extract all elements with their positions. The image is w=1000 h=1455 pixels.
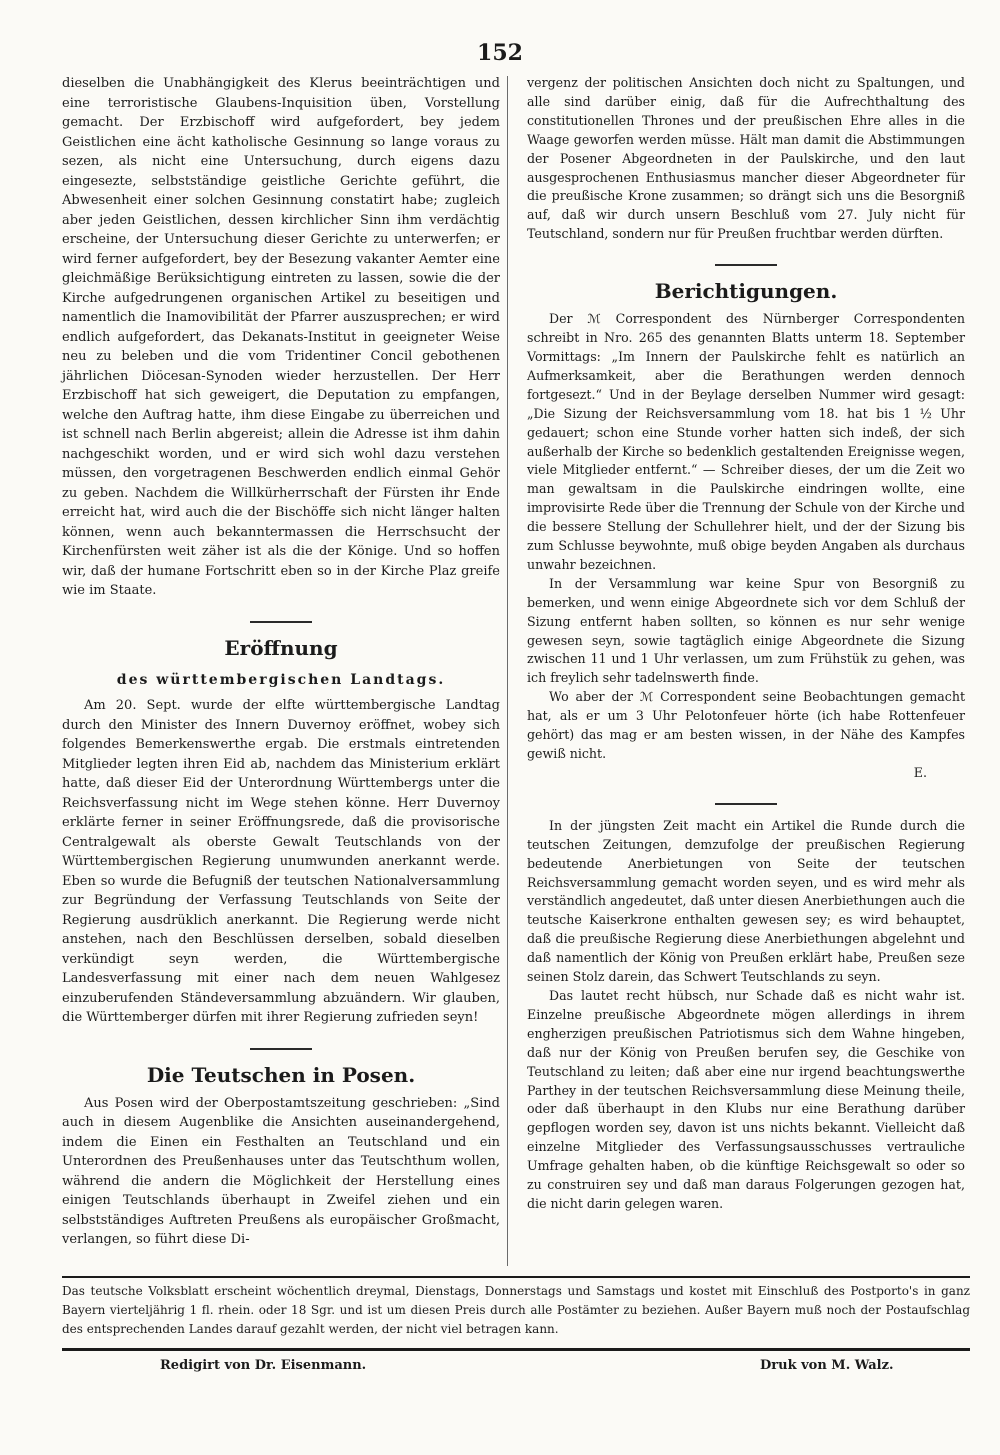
subscription-notice: Das teutsche Volksblatt erscheint wöchentlich dreymal, Dienstags, Donnerstags und Samstags und kostet mit Einschluß des Postporto's in ganz Bayern vierteljährig 1 fl. rhein. oder 18 Sgr. und ist um diesen Preis durch alle Postämter zu beziehen. Außer Bayern muß noch der Postaufschlag des entsprechenden Landes darauf gezahlt werden, der nicht viel betragen kann.	[62, 1284, 970, 1336]
paragraph: Wo aber der ℳ Correspondent seine Beobachtungen gemacht hat, als er um 3 Uhr Pelotonfeuer hörte (ich habe Rottenfeuer gehört) das mag er am besten wissen, in der Nähe des Kampfes gewiß nicht.	[527, 689, 965, 761]
paragraph: vergenz der politischen Ansichten doch nicht zu Spaltungen, und alle sind darüber einig, daß für die Aufrechthaltung des constitutionellen Thrones und der preußischen Ehre alles in die Waage geworfen werden müsse. Hält man damit die Abstimmungen der Posener Abgeordneten in der Paulskirche, und den laut ausgesprochenen Enthusiasmus mancher dieser Abgeordneter für die preußische Krone zusammen; so drängt sich uns die Besorgniß auf, daß wir durch unsern Beschluß vom 27. July nicht für Teutschland, sondern nur für Preußen fruchtbar werden dürften.	[527, 75, 965, 242]
paragraph: In der Versammlung war keine Spur von Besorgniß zu bemerken, und wenn einige Abgeordnete sich vor dem Schluß der Sizung entfernt haben sollten, so können es nur sehr wenige gewesen seyn, sowie tagtäglich einige Abgeordnete die Sizung zwischen 11 und 1 Uhr verlassen, um zum Frühstük zu gehen, was ich freylich sehr tadelnswerth finde.	[527, 575, 965, 686]
paragraph: In der jüngsten Zeit macht ein Artikel die Runde durch die teutschen Zeitungen, demzufolge der preußischen Regierung bedeutende Anerbietungen von Seite der teutschen Reichsversammlung gemacht worden seyen, und es wird mehr als verständlich angedeutet, daß unter diesen Anerbiethungen auch die teutsche Kaiserkrone enthalten gewesen sey; es wird behauptet, daß die preußische Regierung diese Anerbiethungen abgelehnt und daß namentlich der König von Preußen erklärt habe, Preußen seze seinen Stolz darein, das Schwert Teutschlands zu seyn.	[527, 817, 965, 985]
section-break	[527, 803, 965, 805]
printer-credit: Druk von M. Walz.	[760, 1358, 894, 1373]
heading-divider	[250, 621, 312, 623]
footer-bottom-rule	[62, 1348, 970, 1351]
page-number: 152	[477, 40, 523, 66]
paragraph: Das lautet recht hübsch, nur Schade daß es nicht wahr ist. Einzelne preußische Abgeordnete mögen allerdings in ihrem engherzigen preußischen Patriotismus sich dem Wahne hingeben, daß nur der König von Preußen berufen sey, die Geschike von Teutschland zu leiten; daß aber eine nur irgend beachtungswerthe Parthey in der teutschen Reichsversammlung diese Meinung theile, oder daß überhaupt in den Klubs nur eine Berathung darüber gepflogen worden sey, davon ist uns nichts bekannt. Vielleicht daß einzelne Mitglieder des Verfassungsausschusses vertrauliche Umfrage gehalten haben, ob die künftige Reichsgewalt so oder so zu construiren sey und daß man daraus Folgerungen gezogen hat, die nicht darin gelegen waren.	[527, 987, 965, 1211]
editor-credit: Redigirt von Dr. Eisenmann.	[160, 1358, 367, 1373]
section-heading: Eröffnung	[224, 635, 338, 660]
section-heading-block	[527, 264, 965, 304]
heading-divider	[715, 803, 777, 805]
section-heading-block	[62, 1048, 500, 1088]
paragraph: Aus Posen wird der Oberpostamtszeitung geschrieben: „Sind auch in diesem Augenblike die Ansichten auseinandergehend, indem die Einen ein Festhalten an Teutschland und ein Unterordnen des Preußenhauses unter das Teutschthum wollen, während die andern die Möglichkeit der Herstellung eines einigen Teutschlands überhaupt in Zweifel ziehen und ein selbstständiges Auftreten Preußens als europäischer Großmacht, verlangen, so führt diese Di-	[62, 1095, 500, 1247]
paragraph: Der ℳ Correspondent des Nürnberger Correspondenten schreibt in Nro. 265 des genannten Blatts unterm 18. September Vormittags: „Im Innern der Paulskirche fehlt es natürlich an Aufmerksamkeit, aber die Berathungen werden dennoch fortgesezt.“ Und in der Beylage derselben Nummer wird gesagt: „Die Sizung der Reichsversammlung vom 18. hat bis 1 ½ Uhr gedauert; schon eine Stunde vorher hatten sich indeß, der sich außerhalb der Kirche so bedenklich gestaltenden Ereignisse wegen, viele Mitglieder entfernt.“ — Schreiber dieses, der um die Zeit wo man gewaltsam in die Paulskirche eindringen wollte, eine improvisirte Rede über die Trennung der Schule von der Kirche und die bessere Stellung der Schullehrer hielt, und der der Sizung bis zum Schlusse beywohnte, muß obige beyden Angaben als durchaus unwahr bezeichnen.	[527, 311, 965, 572]
section-heading-block	[62, 621, 500, 691]
section-subheading: des württembergischen Landtags.	[116, 671, 446, 688]
heading-divider	[715, 264, 777, 266]
left-column	[62, 74, 500, 1250]
right-column	[527, 74, 965, 1214]
section-heading: Berichtigungen.	[654, 279, 838, 304]
author-signature: E.	[913, 764, 927, 780]
section-heading: Die Teutschen in Posen.	[146, 1062, 416, 1087]
column-divider	[507, 76, 508, 1266]
heading-divider	[250, 1048, 312, 1050]
paragraph: Am 20. Sept. wurde der elfte württembergische Landtag durch den Minister des Innern Duvernoy eröffnet, wobey sich folgendes Bemerkenswerthe ergab. Die erstmals eintretenden Mitglieder legten ihren Eid ab, nachdem das Ministerium erklärt hatte, daß dieser Eid der Unterordnung Württembergs unter die Reichsverfassung nicht im Wege stehen könne. Herr Duvernoy erklärte ferner in seiner Eröffnungsrede, daß die provisorische Centralgewalt als oberste Gewalt Teutschlands von der Württembergischen Regierung unumwunden anerkannt werde. Eben so wurde die Befugniß der teutschen Nationalversammlung zur Begründung der Verfassung Teutschlands von Seite der Regierung ausdrüklich anerkannt. Die Regierung werde nicht anstehen, nach den Beschlüssen derselben, sobald dieselben verkündigt seyn werden, die Württembergische Landesverfassung mit einer nach dem neuen Wahlgesez einzuberufenden Ständeversammlung abzuändern. Wir glauben, die Württemberger dürfen mit ihrer Regierung zufrieden seyn!	[62, 698, 500, 1025]
footer-top-rule	[62, 1276, 970, 1278]
paragraph: dieselben die Unabhängigkeit des Klerus beeinträchtigen und eine terroristische Glaubens-Inquisition üben, Vorstellung gemacht. Der Erzbischoff wird aufgefordert, bey jedem Geistlichen eine ächt katholische Gesinnung so lange voraus zu sezen, als nicht eine Untersuchung, durch eigens dazu eingesezte, selbstständige geistliche Gerichte geführt, die Abwesenheit einer solchen Gesinnung constatirt habe; zugleich aber jeden Geistlichen, dessen kirchlicher Sinn ihm verdächtig erscheine, der Untersuchung dieser Gerichte zu unterwerfen; er wird ferner aufgefordert, bey der Besezung vakanter Aemter eine gleichmäßige Berüksichtigung eintreten zu lassen, sowie die der Kirche aufgedrungenen organischen Artikel zu beseitigen und namentlich die Inamovibilität der Pfarrer auszusprechen; er wird endlich aufgefordert, das Dekanats-Institut in geeigneter Weise neu zu beleben und die vom Tridentiner Concil gebothenen jährlichen Diöcesan-Synoden wieder herzustellen. Der Herr Erzbischoff hat sich geweigert, die Deputation zu empfangen, welche den Auftrag hatte, ihm diese Eingabe zu überreichen und ist schnell nach Berlin abgereist; allein die Adresse ist ihm dahin nachgeschikt worden, und er wird sich wohl dazu verstehen müssen, den vorgetragenen Beschwerden endlich einmal Gehör zu geben. Nachdem die Willkürherrschaft der Fürsten ihr Ende erreicht hat, wird auch die der Bischöffe sich nicht länger halten können, wenn auch bekanntermassen die Herrschsucht der Kirchenfürsten weit zäher ist als die der Könige. Und so hoffen wir, daß der humane Fortschritt eben so in der Kirche Plaz greife wie im Staate.	[62, 76, 500, 598]
